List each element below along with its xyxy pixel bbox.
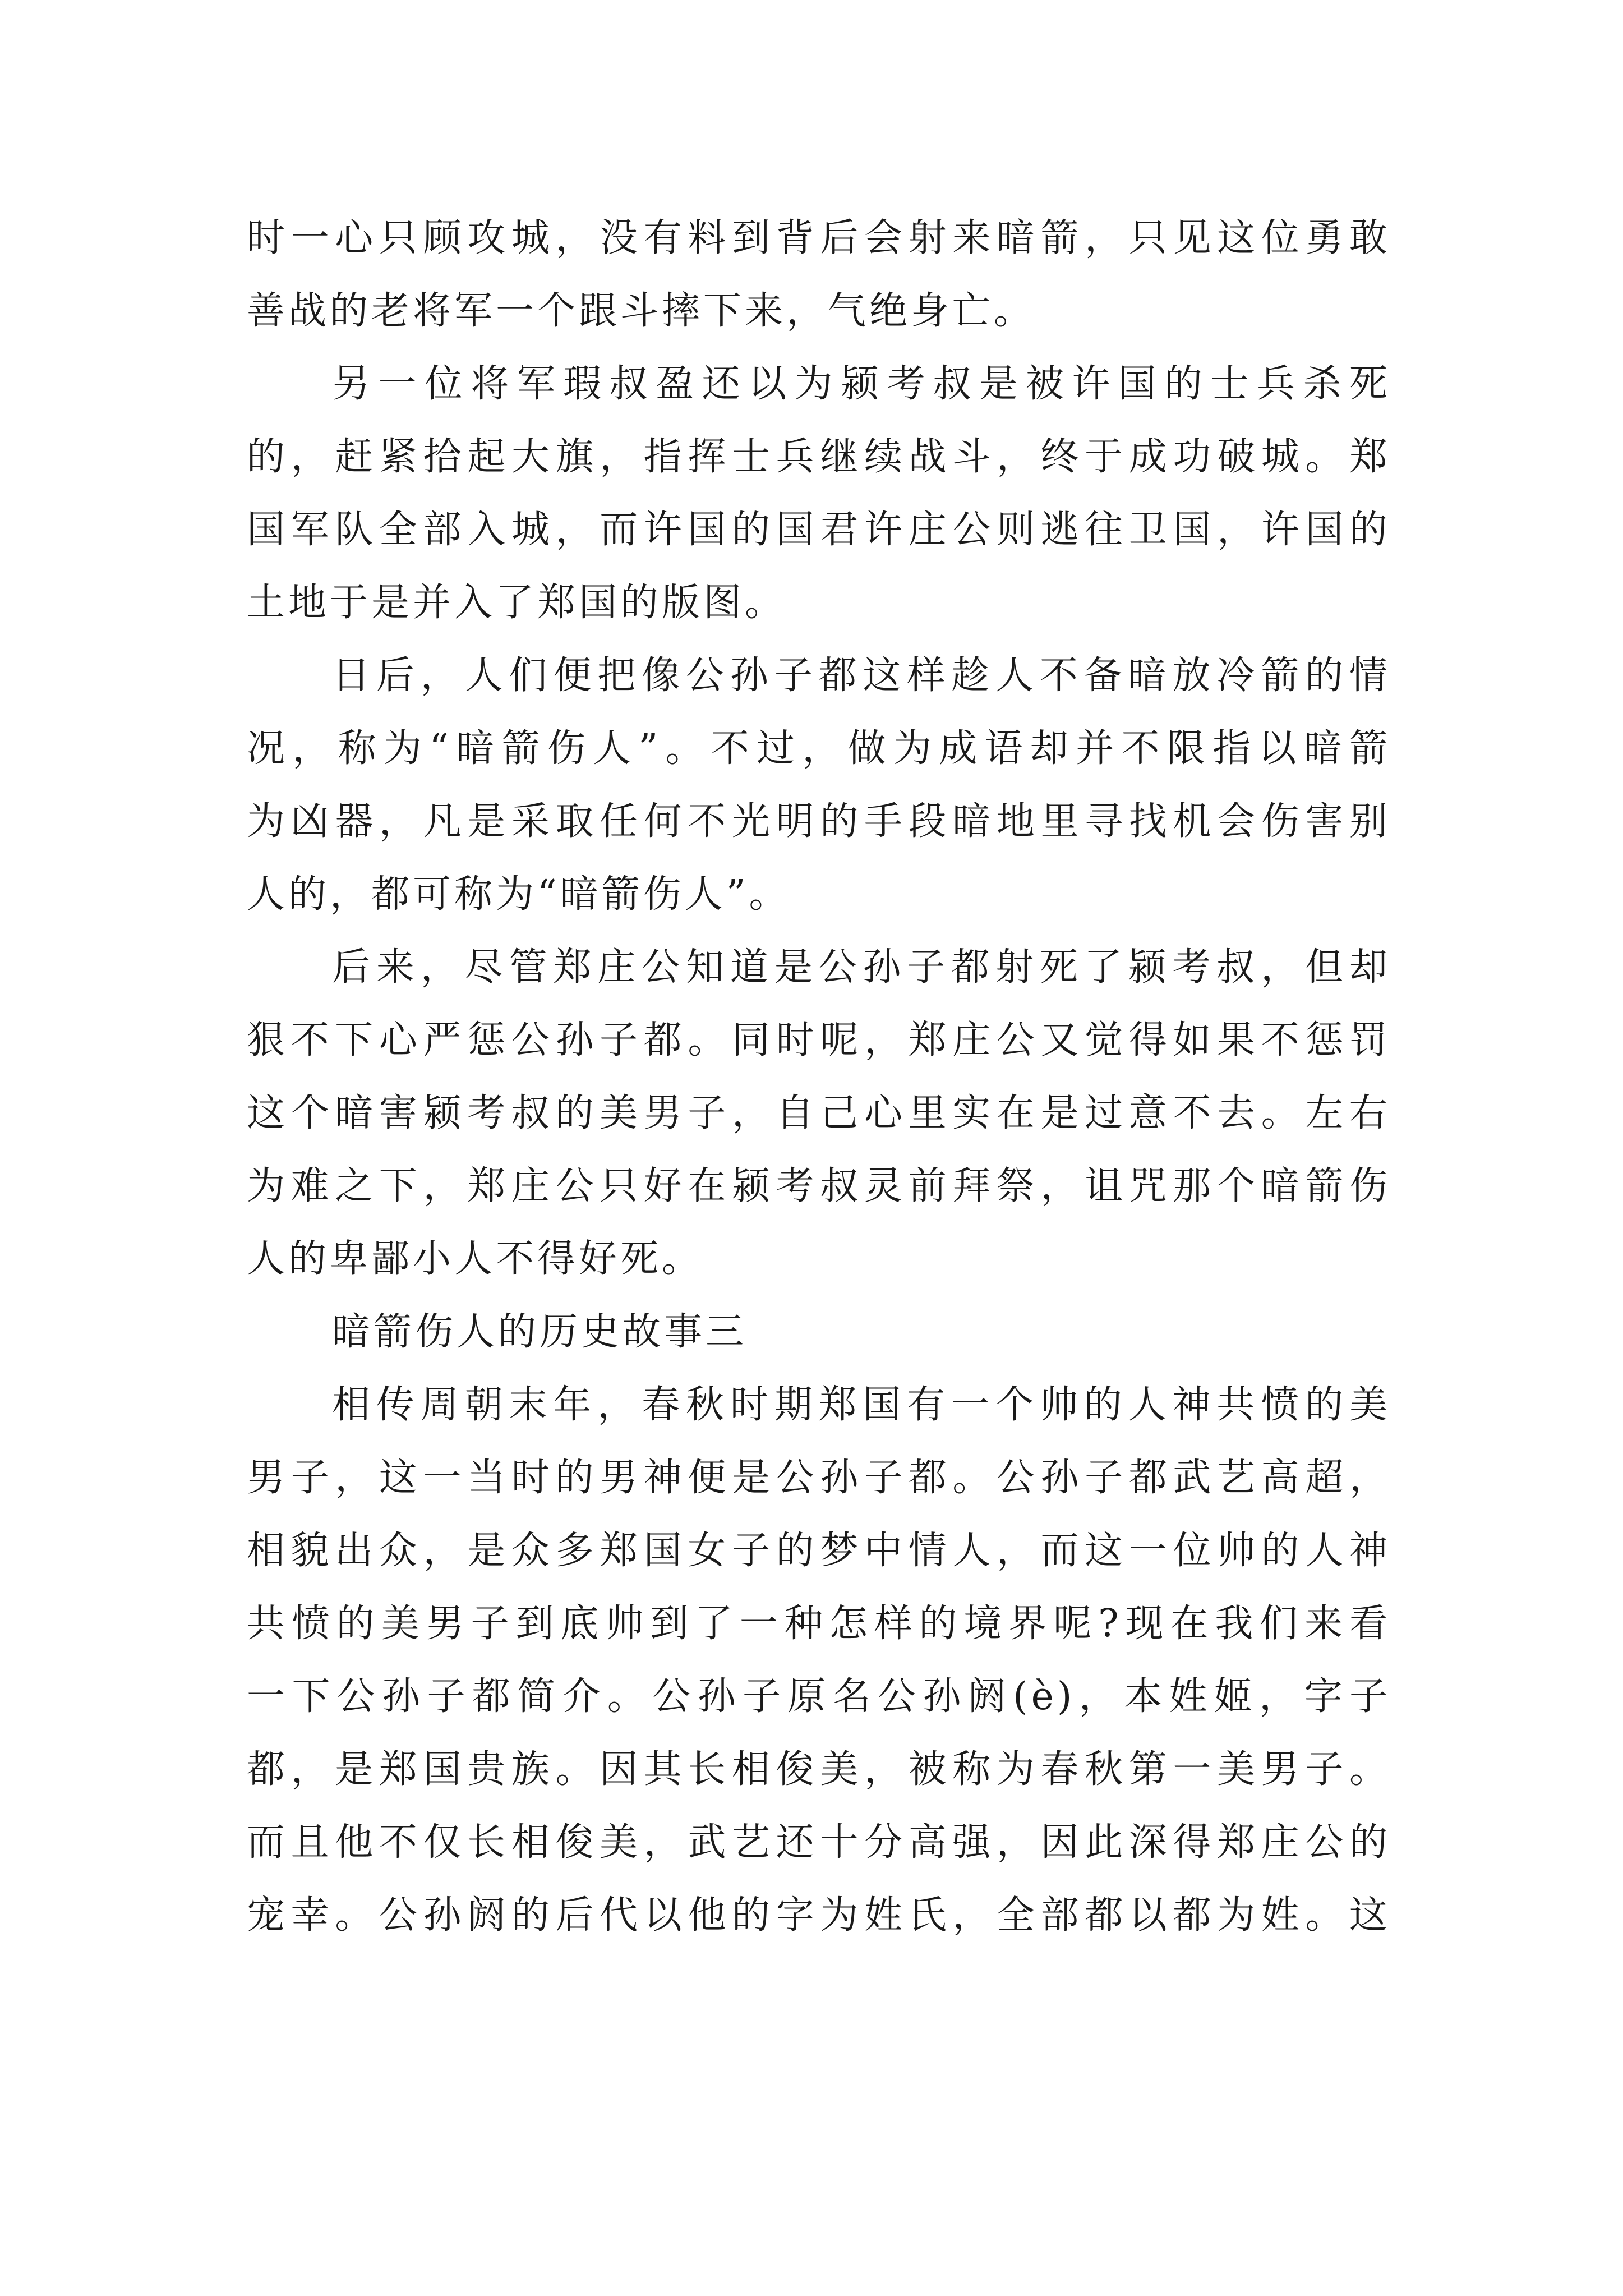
text-line: 为凶器，凡是采取任何不光明的手段暗地里寻找机会伤害别 <box>247 799 1391 844</box>
text-line: 后来，尽管郑庄公知道是公孙子都射死了颍考叔，但却 <box>332 945 1391 990</box>
text-line: 这个暗害颍考叔的美男子，自己心里实在是过意不去。左右 <box>247 1091 1391 1135</box>
text-line: 日后，人们便把像公孙子都这样趁人不备暗放冷箭的情 <box>332 654 1391 698</box>
text-line: 相传周朝末年，春秋时期郑国有一个帅的人神共愤的美 <box>332 1383 1391 1427</box>
text-line: 都，是郑国贵族。因其长相俊美，被称为春秋第一美男子。 <box>247 1747 1391 1792</box>
text-line: 人的，都可称为“暗箭伤人”。 <box>247 872 791 917</box>
section-heading: 暗箭伤人的历史故事三 <box>332 1310 748 1354</box>
text-line: 善战的老将军一个跟斗摔下来，气绝身亡。 <box>247 289 1036 333</box>
text-line: 一下公孙子都简介。公孙子原名公孙阏(è)，本姓姬，字子 <box>247 1674 1391 1719</box>
text-line: 人的卑鄙小人不得好死。 <box>247 1237 704 1281</box>
text-line: 为难之下，郑庄公只好在颍考叔灵前拜祭，诅咒那个暗箭伤 <box>247 1164 1391 1208</box>
text-line: 的，赶紧拾起大旗，指挥士兵继续战斗，终于成功破城。郑 <box>247 435 1391 479</box>
text-line: 宠幸。公孙阏的后代以他的字为姓氏，全部都以都为姓。这 <box>247 1893 1391 1938</box>
body-text <box>247 202 1391 1952</box>
text-line: 共愤的美男子到底帅到了一种怎样的境界呢?现在我们来看 <box>247 1602 1391 1646</box>
text-line: 土地于是并入了郑国的版图。 <box>247 581 787 625</box>
text-line: 狠不下心严惩公孙子都。同时呢，郑庄公又觉得如果不惩罚 <box>247 1018 1391 1062</box>
text-line: 男子，这一当时的男神便是公孙子都。公孙子都武艺高超， <box>247 1456 1391 1500</box>
text-line: 而且他不仅长相俊美，武艺还十分高强，因此深得郑庄公的 <box>247 1820 1391 1865</box>
text-line: 况，称为“暗箭伤人”。不过，做为成语却并不限指以暗箭 <box>247 726 1391 771</box>
text-line: 国军队全部入城，而许国的国君许庄公则逃往卫国，许国的 <box>247 508 1391 552</box>
text-line: 时一心只顾攻城，没有料到背后会射来暗箭，只见这位勇敢 <box>247 216 1391 260</box>
text-line: 另一位将军瑕叔盈还以为颍考叔是被许国的士兵杀死 <box>332 362 1391 406</box>
text-line: 相貌出众，是众多郑国女子的梦中情人，而这一位帅的人神 <box>247 1529 1391 1573</box>
